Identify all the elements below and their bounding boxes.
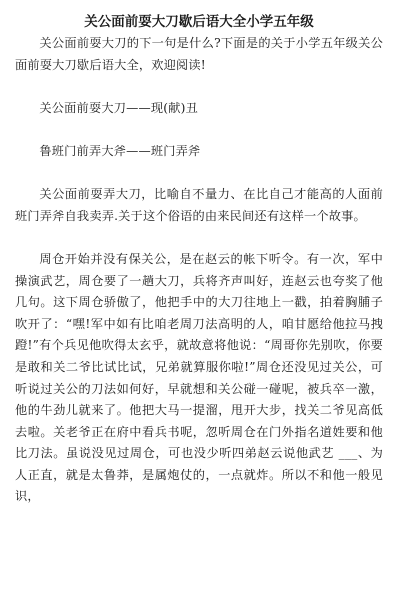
paragraph-gap (15, 227, 383, 249)
proverb-line-1: 关公面前耍大刀——现(献)丑 (39, 100, 198, 115)
story-paragraph: 周仓开始并没有保关公，是在赵云的帐下听令。有一次，军中操演武艺，周仓要了一趟大刀，兵将齐声叫好，连赵云也夸奖了他几句。这下周仓骄傲了，他把手中的大刀往地上一戳，拍着胸脯子吹开了：“嘿!军中如有比咱老周刀法高明的人，咱甘愿给他拉马拽蹬!”有个兵见他吹得太玄乎，就故意将他说：“周哥你先别吹，你要是敢和关二爷比试比试，兄弟就算服你啦!”周仓还没见过关公，可听说过关公的刀法如何好，早就想和关公碰一碰呢，被兵卒一激，他的牛劲儿就来了。他把大马一提溜，甩开大步，找关二爷见高低去啦。关老爷正在府中看兵书呢，忽听周仓在门外指名道姓要和他比刀法。虽说没见过周仓，可也没少听四弟赵云说他武艺 ___、为人正直，就是太鲁莽，是属炮仗的，一点就炸。所以不和他一般见识， (15, 251, 383, 504)
intro-paragraph: 关公面前耍大刀的下一句是什么?下面是的关于小学五年级关公面前耍大刀歇后语大全，欢迎阅读! (15, 36, 383, 72)
document-title: 关公面前耍大刀歇后语大全小学五年级 (84, 14, 314, 30)
paragraph-gap (15, 76, 383, 98)
paragraph-gap (15, 119, 383, 141)
meaning-paragraph: 关公面前耍弄大刀，比喻自不量力、在比自己才能高的人面前班门弄斧自我卖弄.关于这个俗语的由来民间还有这样一个故事。 (15, 187, 383, 223)
paragraph-gap (15, 163, 383, 185)
proverb-line-2: 鲁班门前弄大斧——班门弄斧 (39, 143, 201, 158)
